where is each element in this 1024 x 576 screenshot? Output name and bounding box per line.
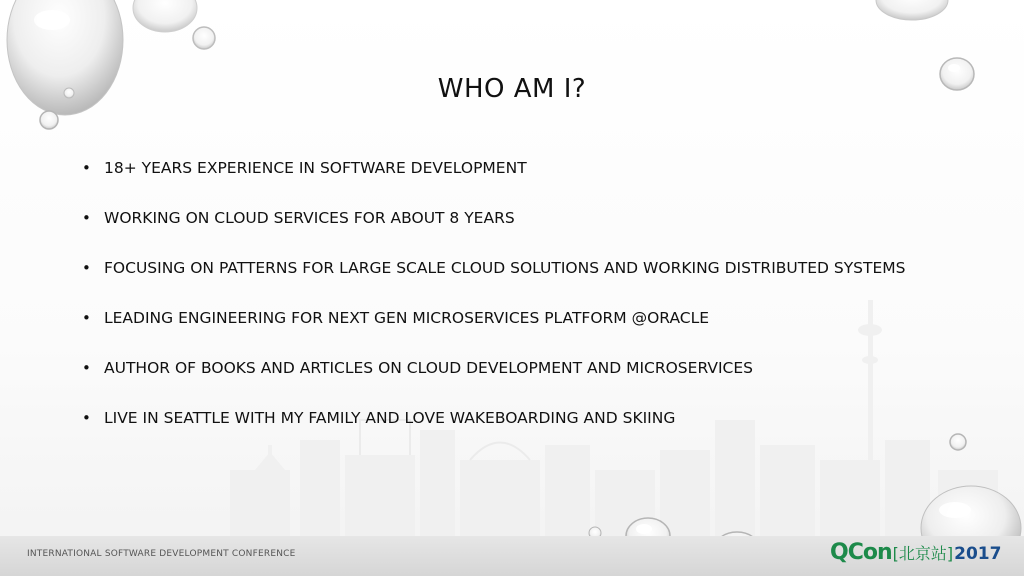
bullet-icon: •	[82, 359, 91, 377]
bullet-item	[82, 353, 962, 383]
bullet-icon: •	[82, 159, 91, 177]
bullet-text: WORKING ON CLOUD SERVICES FOR ABOUT 8 YEARS	[104, 209, 515, 227]
bullet-item	[82, 403, 962, 433]
bullet-icon: •	[82, 409, 91, 427]
qcon-logo	[830, 540, 1001, 568]
bullet-item	[82, 203, 962, 233]
bullet-icon: •	[82, 209, 91, 227]
bullet-icon: •	[82, 309, 91, 327]
bullet-text: FOCUSING ON PATTERNS FOR LARGE SCALE CLOUD SOLUTIONS AND WORKING DISTRIBUTED SYSTEMS	[104, 259, 906, 277]
logo-year: 2017	[954, 544, 1002, 564]
bullet-item	[82, 153, 962, 183]
bullet-item	[82, 253, 962, 283]
bullet-text: LEADING ENGINEERING FOR NEXT GEN MICROSERVICES PLATFORM @ORACLE	[104, 309, 710, 327]
bullet-list	[82, 153, 962, 453]
bullet-text: LIVE IN SEATTLE WITH MY FAMILY AND LOVE WAKEBOARDING AND SKIING	[104, 409, 676, 427]
logo-city: [北京站]	[892, 544, 954, 563]
conference-name: INTERNATIONAL SOFTWARE DEVELOPMENT CONFERENCE	[27, 549, 296, 559]
logo-brand: QCon	[830, 540, 892, 565]
bullet-item	[82, 303, 962, 333]
bullet-text: AUTHOR OF BOOKS AND ARTICLES ON CLOUD DEVELOPMENT AND MICROSERVICES	[104, 359, 753, 377]
bullet-text: 18+ YEARS EXPERIENCE IN SOFTWARE DEVELOPMENT	[104, 159, 527, 177]
bullet-icon: •	[82, 259, 91, 277]
slide-title: WHO AM I?	[437, 74, 587, 104]
